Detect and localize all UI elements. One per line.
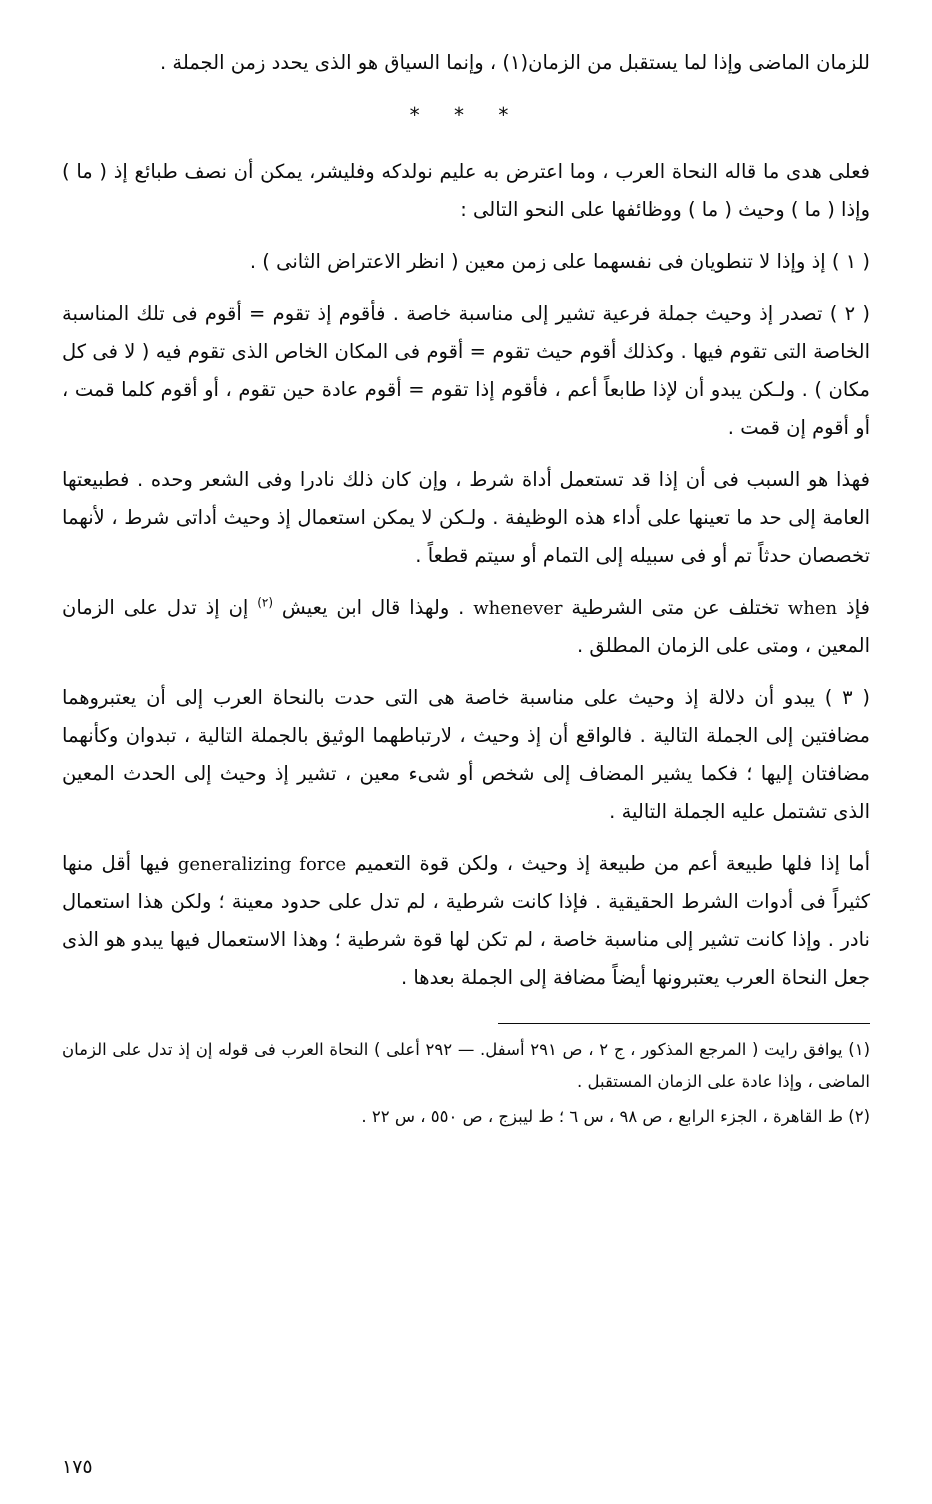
spacer [62,235,870,243]
section-separator: * * * [409,103,523,128]
footnotes-section [62,1034,870,1132]
footnote-1: (١) يوافق رايت ( المرجع المذكور ، ج ٢ ، ص ٢٩١ أسفل. — ٢٩٢ أعلى ) النحاة العرب فى قوله إن إذ تدل على الزمان الماضى ، وإذا عادة على الزمان المستقبل . [62,1040,871,1091]
page-body [62,44,870,997]
latin-word-when: when [787,598,838,620]
footnote-2: (٢) ط القاهرة ، الجزء الرابع ، ص ٩٨ ، س ٦ ؛ ط ليبزج ، ص ٥٥٠ ، س ٢٢ . [361,1107,870,1127]
paragraph-item-1: ( ١ ) إذ وإذا لا تنطويان فى نفسهما على زمن معين ( انظر الاعتراض الثانى ) . [249,250,870,274]
text-middle-when: تختلف عن متى الشرطية [571,596,780,620]
paragraph-item-2: ( ٢ ) تصدر إذ وحيث جملة فرعية تشير إلى مناسبة خاصة . فأقوم إذ تقوم = أقوم فى تلك المناسبة الخاصة التى تقوم فيها . وكذلك أقوم حيث تقوم = أقوم فى المكان الخاص الذى تقوم فيه ( لا فى كل مكان ) . ولـكن يبدو أن لإذا طابعاً أعم ، فأقوم إذا تقوم = أقوم عادة حين تقوم ، أو أقوم كلما قمت ، أو أقوم إن قمت . [62,302,870,440]
spacer [62,581,870,589]
latin-word-whenever: whenever [473,598,563,620]
paragraph-intro: فعلى هدى ما قاله النحاة العرب ، وما اعترض به عليم نولدكه وفليشر، يمكن أن نصف طبائع إذ ( ما ) وإذا ( ما ) وحيث ( ما ) ووظائفها على النحو التالى : [62,160,870,222]
spacer [62,287,870,295]
paragraph-when-whenever [62,589,870,665]
spacer [62,671,870,679]
paragraph-reason [62,461,870,575]
footnote-ref-2: (٢) [257,595,274,610]
spacer [62,837,870,845]
paragraph-generalizing-force [62,845,870,997]
text-before-when: فإذ [846,596,870,620]
text-before-generalizing: أما إذا فلها طبيعة أعم من طبيعة إذ وحيث ، ولكن قوة التعميم [354,852,870,876]
spacer [62,453,870,461]
text-after-whenever: . ولهذا قال ابن يعيش [281,596,465,620]
text-end-when: إن إذ تدل على الزمان المعين ، ومتى على الزمان المطلق . [62,596,870,658]
footnote-divider [498,1023,870,1024]
paragraph-reason-text: فهذا هو السبب فى أن إذا قد تستعمل أداة شرط ، وإن كان ذلك نادرا وفى الشعر وحده . فطبيعتها العامة إلى حد ما تعينها على أداء هذه الوظيفة . ولـكن لا يمكن استعمال إذ وحيث أداتى شرط ، لأنهما تخصصان حدثاً تم أو فى سبيله إلى التمام أو سيتم قطعاً . [62,468,870,568]
latin-phrase-generalizing-force: generalizing force [177,854,347,876]
paragraph-item-3: ( ٣ ) يبدو أن دلالة إذ وحيث على مناسبة خاصة هى التى حدت بالنحاة العرب إلى أن يعتبروهما مضافتين إلى الجملة التالية . فالواقع أن إذ وحيث ، لارتباطهما الوثيق بالجملة التالية ، تبدوان وكأنهما مضافتان إليها ؛ فكما يشير المضاف إلى شخص أو شىء معين ، تشير إذ وحيث إلى الحدث المعين الذى تشتمل عليه الجملة التالية . [62,686,870,824]
text-after-generalizing: فيها أقل منها كثيراً فى أدوات الشرط الحقيقية . فإذا كانت شرطية ، لم تدل على حدود معينة ؛ ولكن هذا استعمال نادر . وإذا كانت تشير إلى مناسبة خاصة ، لم تكن لها قوة شرطية ؛ وهذا الاستعمال فيها يبدو هو الذى جعل النحاة العرب يعتبرونها أيضاً مضافة إلى الجملة بعدها . [62,852,870,990]
paragraph-opening: للزمان الماضى وإذا لما يستقبل من الزمان(١) ، وإنما السياق هو الذى يحدد زمن الجملة . [159,51,870,74]
page-number: ١٧٥ [62,1456,93,1478]
